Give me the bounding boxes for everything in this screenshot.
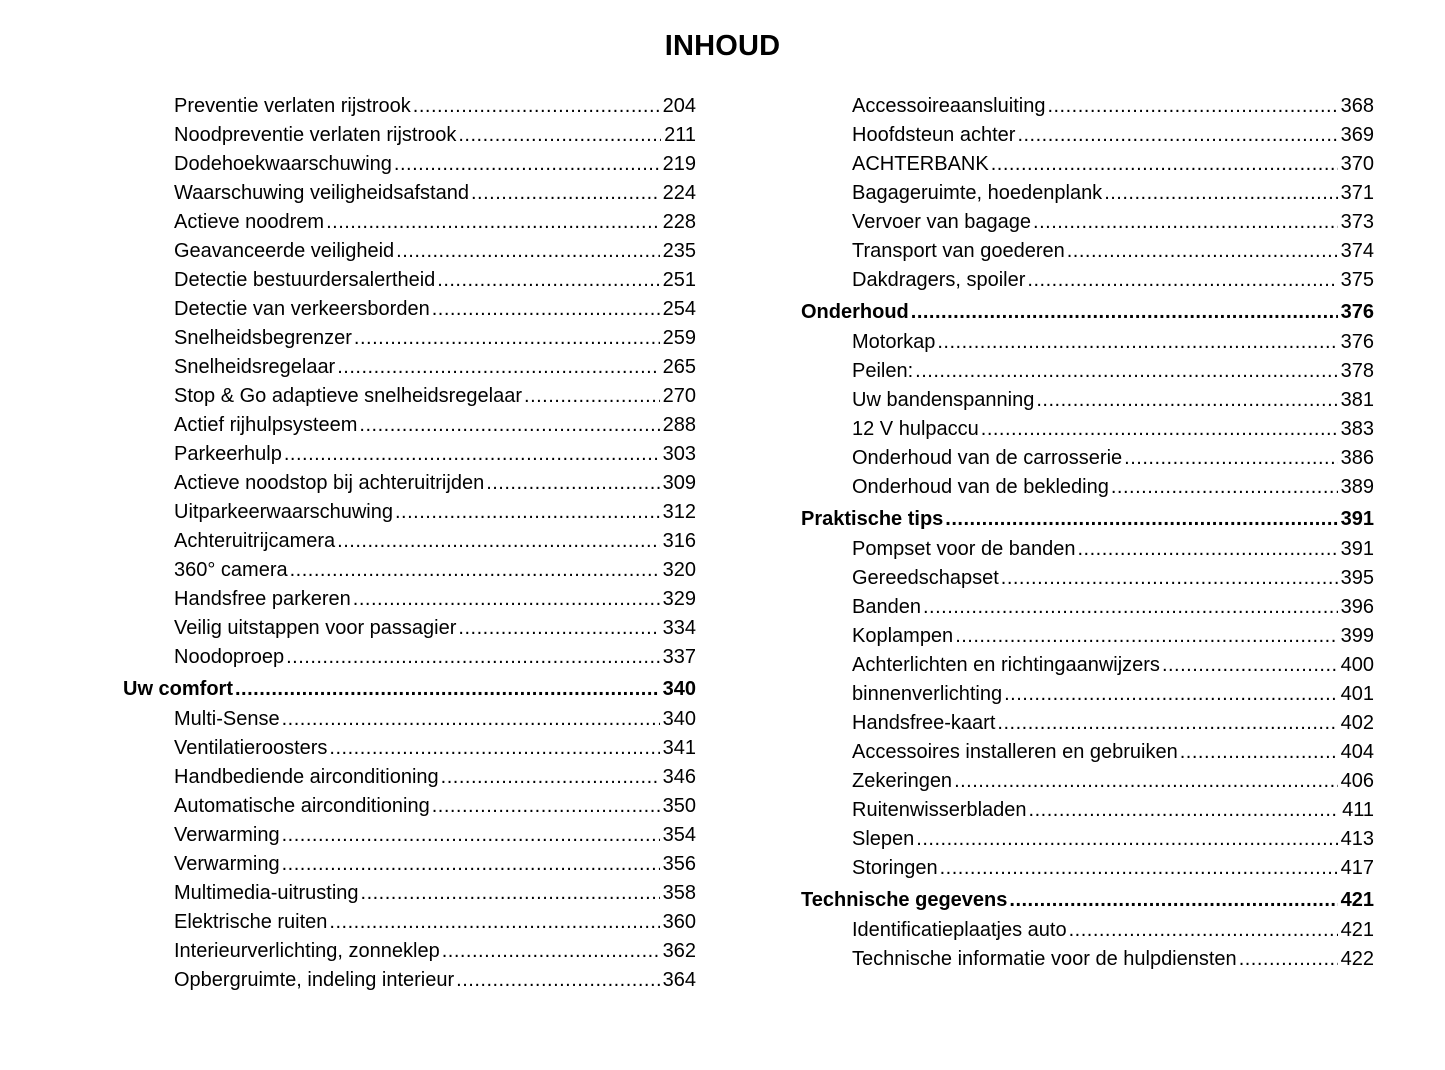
toc-page-number: 312 xyxy=(662,501,696,523)
toc-page-number: 329 xyxy=(662,588,696,610)
dot-leader xyxy=(442,937,660,966)
toc-entry-label: Uitparkeerwaarschuwing xyxy=(174,501,393,523)
toc-entry[interactable] xyxy=(801,415,1374,444)
toc-entry[interactable] xyxy=(123,585,696,614)
toc-entry-label: Waarschuwing veiligheidsafstand xyxy=(174,182,469,204)
toc-entry-label: Verwarming xyxy=(174,824,280,846)
toc-entry[interactable] xyxy=(123,763,696,792)
page-title: INHOUD xyxy=(664,30,781,62)
dot-leader xyxy=(916,825,1337,854)
toc-page-number: 389 xyxy=(1340,476,1374,498)
toc-page-number: 391 xyxy=(1340,538,1374,560)
dot-leader xyxy=(1124,444,1337,473)
dot-leader xyxy=(458,121,661,150)
dot-leader xyxy=(441,763,660,792)
toc-entry-label: Onderhoud van de carrosserie xyxy=(852,447,1123,469)
toc-column-left xyxy=(123,92,696,995)
dot-leader xyxy=(1239,945,1338,974)
toc-page-number: 422 xyxy=(1340,948,1374,970)
toc-entry-label: Actief rijhulpsysteem xyxy=(174,414,358,436)
toc-entry-label: Uw comfort xyxy=(123,678,233,700)
toc-page-number: 378 xyxy=(1340,360,1374,382)
toc-entry-label: Preventie verlaten rijstrook xyxy=(174,95,411,117)
toc-page-number: 204 xyxy=(662,95,696,117)
toc-page-number: 316 xyxy=(662,530,696,552)
toc-entry-label: Handsfree parkeren xyxy=(174,588,351,610)
toc-page-number: 401 xyxy=(1340,683,1374,705)
toc-entry-label: Identificatieplaatjes auto xyxy=(852,919,1067,941)
dot-leader xyxy=(282,821,660,850)
toc-page-number: 340 xyxy=(662,708,696,730)
toc-page-number: 309 xyxy=(662,472,696,494)
toc-page-number: 341 xyxy=(662,737,696,759)
toc-page-number: 350 xyxy=(662,795,696,817)
toc-page-number: 320 xyxy=(662,559,696,581)
toc-entry[interactable] xyxy=(123,908,696,937)
toc-entry[interactable] xyxy=(123,792,696,821)
dot-leader xyxy=(329,908,659,937)
dot-leader xyxy=(1180,738,1338,767)
dot-leader xyxy=(1111,473,1338,502)
toc-entry[interactable] xyxy=(801,150,1374,179)
toc-entry[interactable] xyxy=(801,825,1374,854)
toc-entry[interactable] xyxy=(801,767,1374,796)
dot-leader xyxy=(396,237,659,266)
toc-entry[interactable] xyxy=(801,444,1374,473)
toc-entry-label: Stop & Go adaptieve snelheidsregelaar xyxy=(174,385,523,407)
dot-leader xyxy=(940,854,1338,883)
toc-entry-label: Onderhoud xyxy=(801,301,909,323)
dot-leader xyxy=(337,527,659,556)
toc-entry-label: Accessoires installeren en gebruiken xyxy=(852,741,1178,763)
toc-page-number: 354 xyxy=(662,824,696,846)
dot-leader xyxy=(395,498,660,527)
toc-entry-label: Detectie bestuurdersalertheid xyxy=(174,269,436,291)
toc-entry[interactable] xyxy=(123,179,696,208)
dot-leader xyxy=(284,440,660,469)
toc-section-heading[interactable] xyxy=(801,885,1374,916)
toc-entry[interactable] xyxy=(801,564,1374,593)
toc-entry-label: Achteruitrijcamera xyxy=(174,530,336,552)
toc-page-number: 396 xyxy=(1340,596,1374,618)
toc-entry-label: Dodehoekwaarschuwing xyxy=(174,153,392,175)
dot-leader xyxy=(326,208,660,237)
toc-entry[interactable] xyxy=(123,237,696,266)
toc-column-right xyxy=(801,92,1374,974)
dot-leader xyxy=(1033,208,1338,237)
dot-leader xyxy=(1009,885,1337,916)
toc-entry-label: Multi-Sense xyxy=(174,708,280,730)
toc-entry[interactable] xyxy=(801,179,1374,208)
toc-section-heading[interactable] xyxy=(801,297,1374,328)
toc-entry[interactable] xyxy=(801,386,1374,415)
toc-entry-label: Dakdragers, spoiler xyxy=(852,269,1026,291)
toc-entry-label: Peilen: xyxy=(852,360,914,382)
toc-entry-label: Technische informatie voor de hulpdiensten xyxy=(852,948,1237,970)
toc-entry[interactable] xyxy=(801,266,1374,295)
dot-leader xyxy=(981,415,1338,444)
dot-leader xyxy=(394,150,660,179)
toc-entry[interactable] xyxy=(801,738,1374,767)
toc-page-number: 421 xyxy=(1340,889,1374,911)
toc-page-number: 391 xyxy=(1340,508,1374,530)
dot-leader xyxy=(437,266,659,295)
dot-leader xyxy=(955,622,1337,651)
toc-entry[interactable] xyxy=(123,353,696,382)
dot-leader xyxy=(471,179,660,208)
toc-page-number: 224 xyxy=(662,182,696,204)
toc-entry[interactable] xyxy=(123,266,696,295)
dot-leader xyxy=(354,324,660,353)
toc-entry[interactable] xyxy=(123,208,696,237)
toc-entry[interactable] xyxy=(801,237,1374,266)
toc-entry[interactable] xyxy=(123,324,696,353)
toc-entry[interactable] xyxy=(801,473,1374,502)
toc-page-number: 402 xyxy=(1340,712,1374,734)
toc-entry-label: binnenverlichting xyxy=(852,683,1003,705)
toc-page-number: 360 xyxy=(662,911,696,933)
toc-entry[interactable] xyxy=(123,556,696,585)
dot-leader xyxy=(923,593,1338,622)
toc-entry-label: Ruitenwisserbladen xyxy=(852,799,1027,821)
dot-leader xyxy=(282,705,660,734)
toc-entry[interactable] xyxy=(801,121,1374,150)
dot-leader xyxy=(945,504,1337,535)
toc-page-number: 376 xyxy=(1340,331,1374,353)
toc-entry-label: Noodoproep xyxy=(174,646,285,668)
toc-entry[interactable] xyxy=(801,535,1374,564)
dot-leader xyxy=(937,328,1337,357)
toc-entry-label: Storingen xyxy=(852,857,938,879)
toc-entry-label: Gereedschapset xyxy=(852,567,999,589)
toc-entry-label: Verwarming xyxy=(174,853,280,875)
toc-entry[interactable] xyxy=(123,92,696,121)
dot-leader xyxy=(1069,916,1338,945)
toc-page-number: 251 xyxy=(662,269,696,291)
toc-page-number: 265 xyxy=(662,356,696,378)
toc-entry[interactable] xyxy=(123,966,696,995)
toc-page-number: 373 xyxy=(1340,211,1374,233)
toc-entry-label: Snelheidsregelaar xyxy=(174,356,336,378)
toc-page-number: 337 xyxy=(662,646,696,668)
toc-entry[interactable] xyxy=(123,821,696,850)
toc-entry[interactable] xyxy=(123,440,696,469)
toc-entry-label: Multimedia-uitrusting xyxy=(174,882,359,904)
toc-entry[interactable] xyxy=(801,945,1374,974)
toc-page-number: 362 xyxy=(662,940,696,962)
toc-page-number: 421 xyxy=(1340,919,1374,941)
toc-entry-label: Transport van goederen xyxy=(852,240,1065,262)
toc-page-number: 399 xyxy=(1340,625,1374,647)
dot-leader xyxy=(524,382,660,411)
toc-page-number: 395 xyxy=(1340,567,1374,589)
dot-leader xyxy=(915,357,1337,386)
dot-leader xyxy=(290,556,660,585)
toc-entry-label: Accessoireaansluiting xyxy=(852,95,1046,117)
toc-entry[interactable] xyxy=(801,357,1374,386)
toc-entry[interactable] xyxy=(123,614,696,643)
toc-page-number: 368 xyxy=(1340,95,1374,117)
toc-page-number: 254 xyxy=(662,298,696,320)
toc-section-heading[interactable] xyxy=(123,674,696,705)
dot-leader xyxy=(235,674,660,705)
toc-entry[interactable] xyxy=(801,709,1374,738)
dot-leader xyxy=(1067,237,1338,266)
toc-page-number: 374 xyxy=(1340,240,1374,262)
dot-leader xyxy=(432,295,660,324)
dot-leader xyxy=(282,850,660,879)
toc-page-number: 303 xyxy=(662,443,696,465)
dot-leader xyxy=(1047,92,1337,121)
dot-leader xyxy=(991,150,1338,179)
toc-entry-label: Veilig uitstappen voor passagier xyxy=(174,617,457,639)
toc-entry-label: 360° camera xyxy=(174,559,288,581)
toc-entry-label: Handsfree-kaart xyxy=(852,712,996,734)
toc-entry[interactable] xyxy=(123,879,696,908)
dot-leader xyxy=(337,353,659,382)
dot-leader xyxy=(1162,651,1338,680)
toc-entry-label: Technische gegevens xyxy=(801,889,1008,911)
toc-entry-label: Motorkap xyxy=(852,331,936,353)
dot-leader xyxy=(353,585,660,614)
dot-leader xyxy=(1001,564,1338,593)
toc-entry-label: Automatische airconditioning xyxy=(174,795,430,817)
dot-leader xyxy=(329,734,659,763)
toc-page-number: 346 xyxy=(662,766,696,788)
dot-leader xyxy=(359,411,659,440)
toc-page-number: 369 xyxy=(1340,124,1374,146)
toc-page-number: 235 xyxy=(662,240,696,262)
toc-page-number: 411 xyxy=(1342,799,1374,821)
dot-leader xyxy=(1017,121,1337,150)
toc-entry-label: ACHTERBANK xyxy=(852,153,989,175)
toc-entry-label: Achterlichten en richtingaanwijzers xyxy=(852,654,1160,676)
toc-page-number: 381 xyxy=(1340,389,1374,411)
toc-page-number: 404 xyxy=(1340,741,1374,763)
toc-page-number: 417 xyxy=(1340,857,1374,879)
toc-entry-label: Noodpreventie verlaten rijstrook xyxy=(174,124,457,146)
toc-entry[interactable] xyxy=(801,854,1374,883)
toc-entry-label: Slepen xyxy=(852,828,915,850)
toc-entry-label: Snelheidsbegrenzer xyxy=(174,327,352,349)
toc-entry-label: Elektrische ruiten xyxy=(174,911,328,933)
toc-entry-label: Zekeringen xyxy=(852,770,953,792)
toc-entry[interactable] xyxy=(123,295,696,324)
toc-entry-label: Pompset voor de banden xyxy=(852,538,1076,560)
toc-entry[interactable] xyxy=(801,622,1374,651)
toc-entry-label: Parkeerhulp xyxy=(174,443,282,465)
toc-entry-label: Actieve noodrem xyxy=(174,211,325,233)
toc-entry[interactable] xyxy=(123,734,696,763)
toc-entry-label: Uw bandenspanning xyxy=(852,389,1035,411)
toc-entry-label: Geavanceerde veiligheid xyxy=(174,240,395,262)
toc-entry[interactable] xyxy=(123,121,696,150)
toc-page-number: 406 xyxy=(1340,770,1374,792)
toc-entry[interactable] xyxy=(801,208,1374,237)
toc-entry[interactable] xyxy=(801,796,1374,825)
dot-leader xyxy=(911,297,1338,328)
toc-entry[interactable] xyxy=(123,850,696,879)
dot-leader xyxy=(486,469,659,498)
toc-entry[interactable] xyxy=(801,328,1374,357)
toc-entry[interactable] xyxy=(123,150,696,179)
toc-page-number: 288 xyxy=(662,414,696,436)
toc-page-number: 375 xyxy=(1340,269,1374,291)
toc-entry[interactable] xyxy=(123,411,696,440)
dot-leader xyxy=(286,643,660,672)
toc-page-number: 386 xyxy=(1340,447,1374,469)
toc-entry-label: Vervoer van bagage xyxy=(852,211,1032,233)
dot-leader xyxy=(1104,179,1337,208)
toc-page-number: 211 xyxy=(664,124,696,146)
toc-page-number: 219 xyxy=(662,153,696,175)
toc-entry-label: Hoofdsteun achter xyxy=(852,124,1016,146)
toc-entry[interactable] xyxy=(801,651,1374,680)
dot-leader xyxy=(456,966,659,995)
toc-entry[interactable] xyxy=(123,705,696,734)
toc-page-number: 413 xyxy=(1340,828,1374,850)
dot-leader xyxy=(1027,266,1337,295)
toc-page-number: 371 xyxy=(1340,182,1374,204)
dot-leader xyxy=(458,614,659,643)
toc-entry[interactable] xyxy=(123,382,696,411)
toc-entry-label: Ventilatieroosters xyxy=(174,737,328,759)
dot-leader xyxy=(954,767,1338,796)
toc-page-number: 364 xyxy=(662,969,696,991)
toc-entry[interactable] xyxy=(123,937,696,966)
dot-leader xyxy=(1078,535,1338,564)
toc-page-number: 370 xyxy=(1340,153,1374,175)
toc-entry-label: Actieve noodstop bij achteruitrijden xyxy=(174,472,485,494)
toc-entry[interactable] xyxy=(123,527,696,556)
toc-page-number: 358 xyxy=(662,882,696,904)
toc-page-number: 383 xyxy=(1340,418,1374,440)
toc-entry[interactable] xyxy=(123,469,696,498)
toc-entry-label: Bagageruimte, hoedenplank xyxy=(852,182,1103,204)
toc-page-number: 259 xyxy=(662,327,696,349)
toc-entry-label: Detectie van verkeersborden xyxy=(174,298,430,320)
toc-section-heading[interactable] xyxy=(801,504,1374,535)
toc-entry[interactable] xyxy=(123,643,696,672)
toc-page-number: 270 xyxy=(662,385,696,407)
toc-page-number: 356 xyxy=(662,853,696,875)
toc-entry-label: Banden xyxy=(852,596,921,618)
toc-entry-label: Opbergruimte, indeling interieur xyxy=(174,969,455,991)
dot-leader xyxy=(1004,680,1338,709)
toc-page-number: 334 xyxy=(662,617,696,639)
toc-entry[interactable] xyxy=(801,92,1374,121)
toc-page-number: 400 xyxy=(1340,654,1374,676)
dot-leader xyxy=(361,879,660,908)
toc-entry-label: Onderhoud van de bekleding xyxy=(852,476,1109,498)
toc-entry[interactable] xyxy=(801,916,1374,945)
toc-entry-label: Praktische tips xyxy=(801,508,944,530)
toc-entry[interactable] xyxy=(801,680,1374,709)
dot-leader xyxy=(1029,796,1340,825)
toc-entry[interactable] xyxy=(123,498,696,527)
toc-page-number: 340 xyxy=(662,678,696,700)
dot-leader xyxy=(413,92,660,121)
dot-leader xyxy=(1036,386,1337,415)
dot-leader xyxy=(432,792,660,821)
toc-page-number: 376 xyxy=(1340,301,1374,323)
toc-entry-label: Koplampen xyxy=(852,625,954,647)
toc-entry-label: Handbediende airconditioning xyxy=(174,766,439,788)
toc-entry-label: 12 V hulpaccu xyxy=(852,418,979,440)
dot-leader xyxy=(997,709,1337,738)
toc-entry-label: Interieurverlichting, zonneklep xyxy=(174,940,440,962)
toc-entry[interactable] xyxy=(801,593,1374,622)
toc-page-number: 228 xyxy=(662,211,696,233)
